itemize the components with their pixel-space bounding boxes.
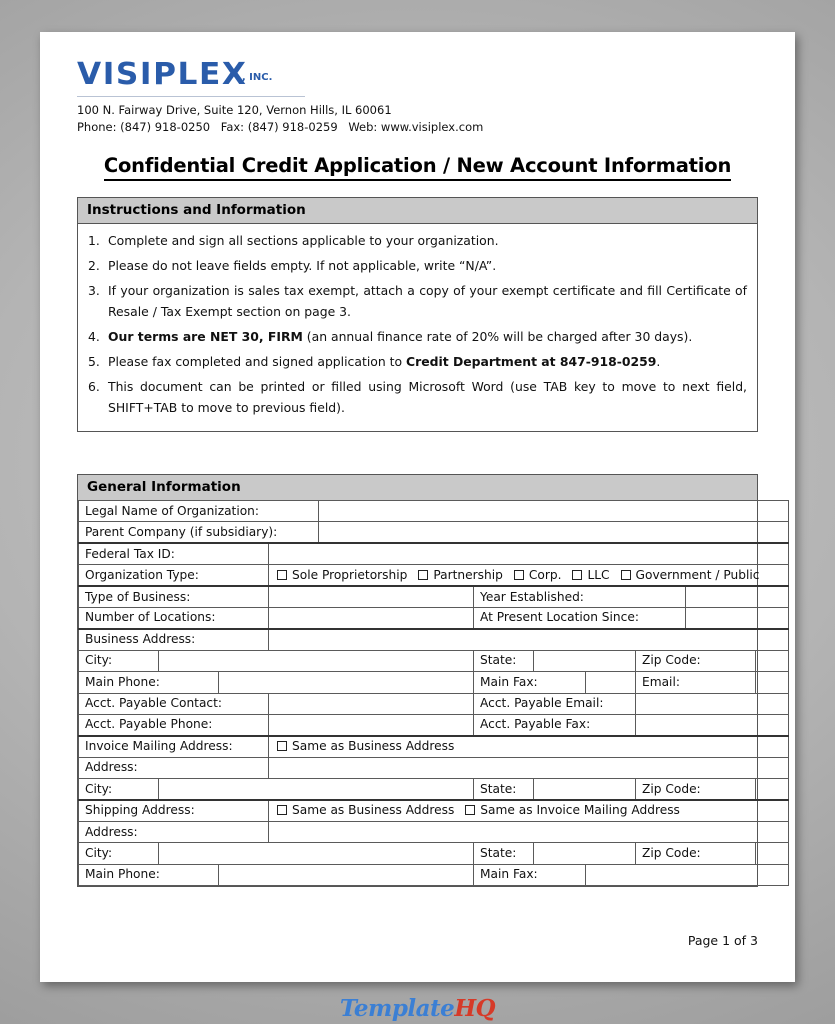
input-business-main-fax[interactable] [586, 672, 636, 693]
checkbox-label: LLC [587, 567, 610, 582]
instruction-item [88, 351, 747, 372]
checkbox-icon[interactable] [514, 570, 524, 580]
input-invoice-address[interactable] [269, 757, 789, 778]
input-ap-email[interactable] [636, 693, 789, 714]
instruction-number: 1. [88, 233, 100, 248]
label-invoice-state: State: [474, 779, 534, 800]
instructions-list [78, 224, 757, 431]
checkbox-option-partnership[interactable] [416, 568, 503, 582]
label-shipping-city: City: [79, 843, 159, 864]
checkbox-option-corp[interactable] [512, 568, 562, 582]
page-number: Page 1 of 3 [687, 933, 758, 948]
table-row [79, 714, 789, 735]
input-shipping-address-line[interactable] [269, 821, 789, 842]
table-row [79, 522, 789, 543]
input-number-of-locations[interactable] [269, 607, 474, 628]
input-shipping-main-phone[interactable] [219, 864, 474, 885]
shipping-same-as-business-option[interactable] [275, 803, 454, 817]
company-contact-line [77, 119, 758, 136]
label-parent-company: Parent Company (if subsidiary): [79, 522, 319, 543]
table-row [79, 843, 789, 864]
page-title [77, 154, 758, 180]
table-row [79, 501, 789, 522]
input-business-main-phone[interactable] [219, 672, 474, 693]
table-row [79, 586, 789, 607]
input-business-email[interactable] [756, 672, 789, 693]
table-row [79, 779, 789, 800]
page-title-text: Confidential Credit Application / New Account Information [104, 154, 731, 181]
input-invoice-zip[interactable] [756, 779, 789, 800]
watermark-part-one: Template [339, 995, 455, 1022]
input-shipping-state[interactable] [534, 843, 636, 864]
label-ap-fax: Acct. Payable Fax: [474, 714, 636, 735]
checkbox-icon[interactable] [277, 570, 287, 580]
instruction-item [88, 376, 747, 418]
checkbox-icon[interactable] [277, 805, 287, 815]
label-business-main-phone: Main Phone: [79, 672, 219, 693]
company-logo [77, 57, 758, 94]
input-invoice-city[interactable] [159, 779, 474, 800]
organization-type-options [269, 565, 789, 586]
instruction-text: Our terms are NET 30, FIRM (an annual finance rate of 20% will be charged after 30 days). [108, 329, 693, 344]
input-federal-tax-id[interactable] [269, 543, 789, 564]
input-at-present-location-since[interactable] [686, 607, 789, 628]
document-page [40, 32, 795, 982]
instruction-number: 4. [88, 329, 100, 344]
checkbox-icon[interactable] [277, 741, 287, 751]
input-business-city[interactable] [159, 650, 474, 671]
label-shipping-address-line: Address: [79, 821, 269, 842]
table-row [79, 629, 789, 650]
input-shipping-city[interactable] [159, 843, 474, 864]
instructions-header: Instructions and Information [78, 198, 757, 224]
label-business-city: City: [79, 650, 159, 671]
instruction-text: Complete and sign all sections applicable to your organization. [108, 233, 499, 248]
table-row [79, 565, 789, 586]
instruction-item [88, 255, 747, 276]
instruction-item [88, 326, 747, 347]
company-fax: Fax: (847) 918-0259 [220, 120, 338, 134]
label-federal-tax-id: Federal Tax ID: [79, 543, 269, 564]
input-business-state[interactable] [534, 650, 636, 671]
label-business-zip: Zip Code: [636, 650, 756, 671]
input-legal-name[interactable] [319, 501, 789, 522]
input-shipping-main-fax[interactable] [586, 864, 789, 885]
templatehq-watermark [0, 995, 835, 1022]
input-invoice-state[interactable] [534, 779, 636, 800]
label-invoice-mailing-address: Invoice Mailing Address: [79, 736, 269, 757]
checkbox-label: Same as Business Address [292, 739, 455, 754]
table-row [79, 736, 789, 757]
instruction-text: If your organization is sales tax exempt, attach a copy of your exempt certificate and fill Certificate of Resale / Tax Exempt section on page 3. [108, 283, 747, 319]
table-row [79, 757, 789, 778]
label-ap-email: Acct. Payable Email: [474, 693, 636, 714]
checkbox-label: Same as Business Address [292, 803, 455, 818]
label-number-of-locations: Number of Locations: [79, 607, 269, 628]
label-business-email: Email: [636, 672, 756, 693]
input-ap-fax[interactable] [636, 714, 789, 735]
instruction-number: 6. [88, 379, 100, 394]
general-information-header: General Information [78, 475, 757, 501]
table-row [79, 650, 789, 671]
table-row [79, 864, 789, 885]
company-phone: Phone: (847) 918-0250 [77, 120, 211, 134]
checkbox-icon[interactable] [465, 805, 475, 815]
letterhead [77, 57, 758, 136]
shipping-same-as-invoice-option[interactable] [463, 803, 680, 817]
checkbox-label: Same as Invoice Mailing Address [480, 803, 680, 818]
label-business-address: Business Address: [79, 629, 269, 650]
instructions-section [77, 197, 758, 432]
label-business-main-fax: Main Fax: [474, 672, 586, 693]
table-row [79, 693, 789, 714]
table-row [79, 607, 789, 628]
instruction-item [88, 280, 747, 322]
logo-underline-rule [77, 96, 305, 97]
checkbox-icon[interactable] [418, 570, 428, 580]
table-row [79, 800, 789, 821]
invoice-same-as-business-option[interactable] [269, 736, 789, 757]
shipping-same-as-options [269, 800, 789, 821]
instruction-number: 3. [88, 283, 100, 298]
instruction-text: Please fax completed and signed application to Credit Department at 847-918-0259. [108, 354, 661, 369]
label-shipping-state: State: [474, 843, 534, 864]
table-row [79, 821, 789, 842]
label-shipping-main-phone: Main Phone: [79, 864, 219, 885]
checkbox-icon[interactable] [572, 570, 582, 580]
table-row [79, 543, 789, 564]
checkbox-label: Sole Proprietorship [292, 567, 408, 582]
checkbox-option-government-public[interactable] [619, 568, 760, 582]
general-information-table [78, 500, 789, 886]
input-ap-contact[interactable] [269, 693, 474, 714]
label-invoice-address: Address: [79, 757, 269, 778]
instruction-item [88, 230, 747, 251]
label-ap-contact: Acct. Payable Contact: [79, 693, 269, 714]
label-shipping-zip: Zip Code: [636, 843, 756, 864]
checkbox-label: Partnership [433, 567, 503, 582]
company-web: Web: www.visiplex.com [348, 120, 484, 134]
label-invoice-zip: Zip Code: [636, 779, 756, 800]
instruction-text: Please do not leave fields empty. If not applicable, write “N/A”. [108, 258, 497, 273]
label-shipping-main-fax: Main Fax: [474, 864, 586, 885]
label-year-established: Year Established: [474, 586, 686, 607]
input-year-established[interactable] [686, 586, 789, 607]
checkbox-option-sole-proprietorship[interactable] [275, 568, 407, 582]
input-business-zip[interactable] [756, 650, 789, 671]
watermark-part-two: HQ [454, 995, 496, 1022]
label-type-of-business: Type of Business: [79, 586, 269, 607]
instruction-number: 5. [88, 354, 100, 369]
instruction-text: This document can be printed or filled using Microsoft Word (use TAB key to move to next field, SHIFT+TAB to move to previous field). [108, 379, 747, 415]
instruction-number: 2. [88, 258, 100, 273]
input-ap-phone[interactable] [269, 714, 474, 735]
label-ap-phone: Acct. Payable Phone: [79, 714, 269, 735]
checkbox-option-llc[interactable] [570, 568, 609, 582]
label-organization-type: Organization Type: [79, 565, 269, 586]
general-information-section [77, 474, 758, 887]
label-business-state: State: [474, 650, 534, 671]
input-business-address[interactable] [269, 629, 789, 650]
label-invoice-city: City: [79, 779, 159, 800]
label-legal-name: Legal Name of Organization: [79, 501, 319, 522]
company-address: 100 N. Fairway Drive, Suite 120, Vernon Hills, IL 60061 [77, 103, 392, 117]
label-shipping-address: Shipping Address: [79, 800, 269, 821]
checkbox-icon[interactable] [621, 570, 631, 580]
table-row [79, 672, 789, 693]
input-type-of-business[interactable] [269, 586, 474, 607]
label-at-present-location-since: At Present Location Since: [474, 607, 686, 628]
checkbox-label: Corp. [528, 567, 562, 582]
logo-inc-suffix: , INC. [241, 72, 273, 83]
input-parent-company[interactable] [319, 522, 789, 543]
input-shipping-zip[interactable] [756, 843, 789, 864]
logo-wordmark: VISIPLEX [77, 57, 248, 92]
checkbox-label: Government / Public [635, 567, 760, 582]
